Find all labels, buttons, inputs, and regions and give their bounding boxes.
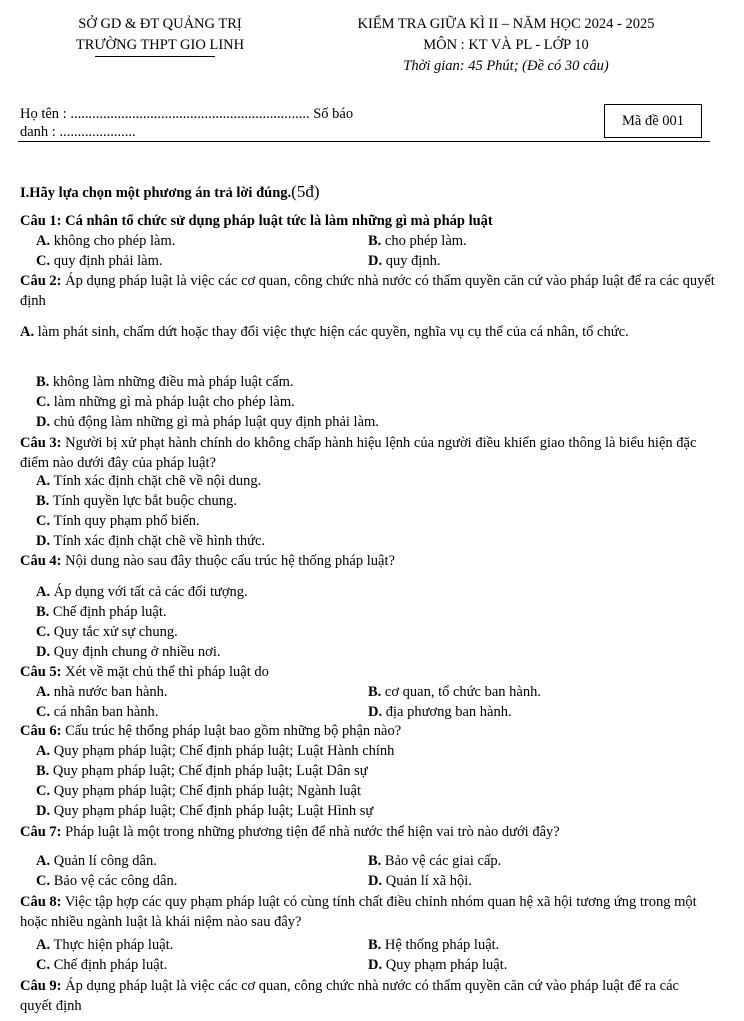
q4-option-c[interactable]: C. Quy tắc xử sự chung. [36, 624, 178, 640]
q8-option-d[interactable]: D. Quy phạm pháp luật. [368, 957, 508, 973]
question-1: Câu 1: Cá nhân tổ chức sử dụng pháp luật tức là làm những gì mà pháp luật [20, 213, 493, 229]
school-underline [95, 56, 215, 57]
q1-option-c[interactable]: C. quy định phải làm. [36, 253, 163, 269]
q7-option-a[interactable]: A. Quản lí công dân. [36, 853, 157, 869]
q7-option-c[interactable]: C. Bảo vệ các công dân. [36, 873, 178, 889]
q4-option-a[interactable]: A. Áp dụng với tất cả các đối tượng. [36, 584, 248, 600]
q4-option-b[interactable]: B. Chế định pháp luật. [36, 604, 167, 620]
q5-option-b[interactable]: B. cơ quan, tổ chức ban hành. [368, 684, 541, 700]
q6-option-c[interactable]: C. Quy phạm pháp luật; Chế định pháp luật; Ngành luật [36, 783, 361, 799]
question-5: Câu 5: Xét về mặt chủ thể thì pháp luật do [20, 664, 269, 680]
exam-code: Mã đề 001 [621, 113, 684, 129]
q1-option-d[interactable]: D. quy định. [368, 253, 441, 269]
department-name: SỞ GD & ĐT QUẢNG TRỊ [78, 16, 242, 32]
q1-option-b[interactable]: B. cho phép làm. [368, 233, 467, 249]
question-3: Câu 3: Người bị xử phạt hành chính do không chấp hành hiệu lệnh của người điều khiển giao thông là biểu hiện đặc điểm nào dưới đây của pháp luật? [20, 435, 697, 471]
q1-option-a[interactable]: A. không cho phép làm. [36, 233, 176, 249]
exam-time: Thời gian: 45 Phút; (Đề có 30 câu) [403, 58, 609, 74]
q3-option-c[interactable]: C. Tính quy phạm phổ biến. [36, 513, 200, 529]
student-id-line: danh : ..................... [20, 124, 136, 140]
question-8: Câu 8: Việc tập hợp các quy phạm pháp luật có cùng tính chất điều chỉnh nhóm quan hệ xã hội tương ứng trong một hoặc nhiều ngành luật là khái niệm nào sau đây? [20, 894, 697, 930]
exam-title: KIỂM TRA GIỮA KÌ II – NĂM HỌC 2024 - 2025 [357, 16, 655, 32]
q5-option-d[interactable]: D. địa phương ban hành. [368, 704, 512, 720]
question-6: Câu 6: Cấu trúc hệ thống pháp luật bao gồm những bộ phận nào? [20, 723, 402, 739]
question-2: Câu 2: Áp dụng pháp luật là việc các cơ quan, công chức nhà nước có thẩm quyền căn cứ vào pháp luật để ra các quyết định [20, 273, 715, 309]
q5-option-c[interactable]: C. cá nhân ban hành. [36, 704, 159, 720]
question-4: Câu 4: Nội dung nào sau đây thuộc cấu trúc hệ thống pháp luật? [20, 553, 395, 569]
q6-option-d[interactable]: D. Quy phạm pháp luật; Chế định pháp luật; Luật Hình sự [36, 803, 374, 819]
student-name-line: Họ tên : .................................................................. Số báo [20, 106, 354, 122]
q7-option-d[interactable]: D. Quản lí xã hội. [368, 873, 472, 889]
q3-option-d[interactable]: D. Tính xác định chặt chẽ về hình thức. [36, 533, 266, 549]
school-name: TRƯỜNG THPT GIO LINH [75, 37, 245, 53]
header-divider [18, 141, 710, 142]
q4-option-d[interactable]: D. Quy định chung ở nhiều nơi. [36, 644, 221, 660]
q5-option-a[interactable]: A. nhà nước ban hành. [36, 684, 168, 700]
q8-option-b[interactable]: B. Hệ thống pháp luật. [368, 937, 500, 953]
q3-option-a[interactable]: A. Tính xác định chặt chẽ về nội dung. [36, 473, 262, 489]
q2-option-d[interactable]: D. chủ động làm những gì mà pháp luật quy định phải làm. [36, 414, 379, 430]
q2-option-c[interactable]: C. làm những gì mà pháp luật cho phép làm. [36, 394, 295, 410]
section-heading: I.Hãy lựa chọn một phương án trả lời đúng.(5đ) [20, 182, 320, 201]
q7-option-b[interactable]: B. Bảo vệ các giai cấp. [368, 853, 502, 869]
q8-option-a[interactable]: A. Thực hiện pháp luật. [36, 937, 174, 953]
exam-subject: MÔN : KT VÀ PL - LỚP 10 [423, 37, 589, 53]
question-9: Câu 9: Áp dụng pháp luật là việc các cơ quan, công chức nhà nước có thẩm quyền căn cứ vào pháp luật để ra các quyết định [20, 978, 679, 1014]
q3-option-b[interactable]: B. Tính quyền lực bắt buộc chung. [36, 493, 237, 509]
exam-code-box [604, 104, 702, 138]
q6-option-a[interactable]: A. Quy phạm pháp luật; Chế định pháp luật; Luật Hành chính [36, 743, 395, 759]
q2-option-b[interactable]: B. không làm những điều mà pháp luật cấm. [36, 374, 294, 390]
question-7: Câu 7: Pháp luật là một trong những phương tiện để nhà nước thể hiện vai trò nào dưới đây? [20, 824, 560, 840]
q8-option-c[interactable]: C. Chế định pháp luật. [36, 957, 168, 973]
q6-option-b[interactable]: B. Quy phạm pháp luật; Chế định pháp luật; Luật Dân sự [36, 763, 368, 779]
q2-option-a[interactable]: A. làm phát sinh, chấm dứt hoặc thay đổi việc thực hiện các quyền, nghĩa vụ cụ thể của cá nhân, tổ chức. [20, 324, 629, 340]
